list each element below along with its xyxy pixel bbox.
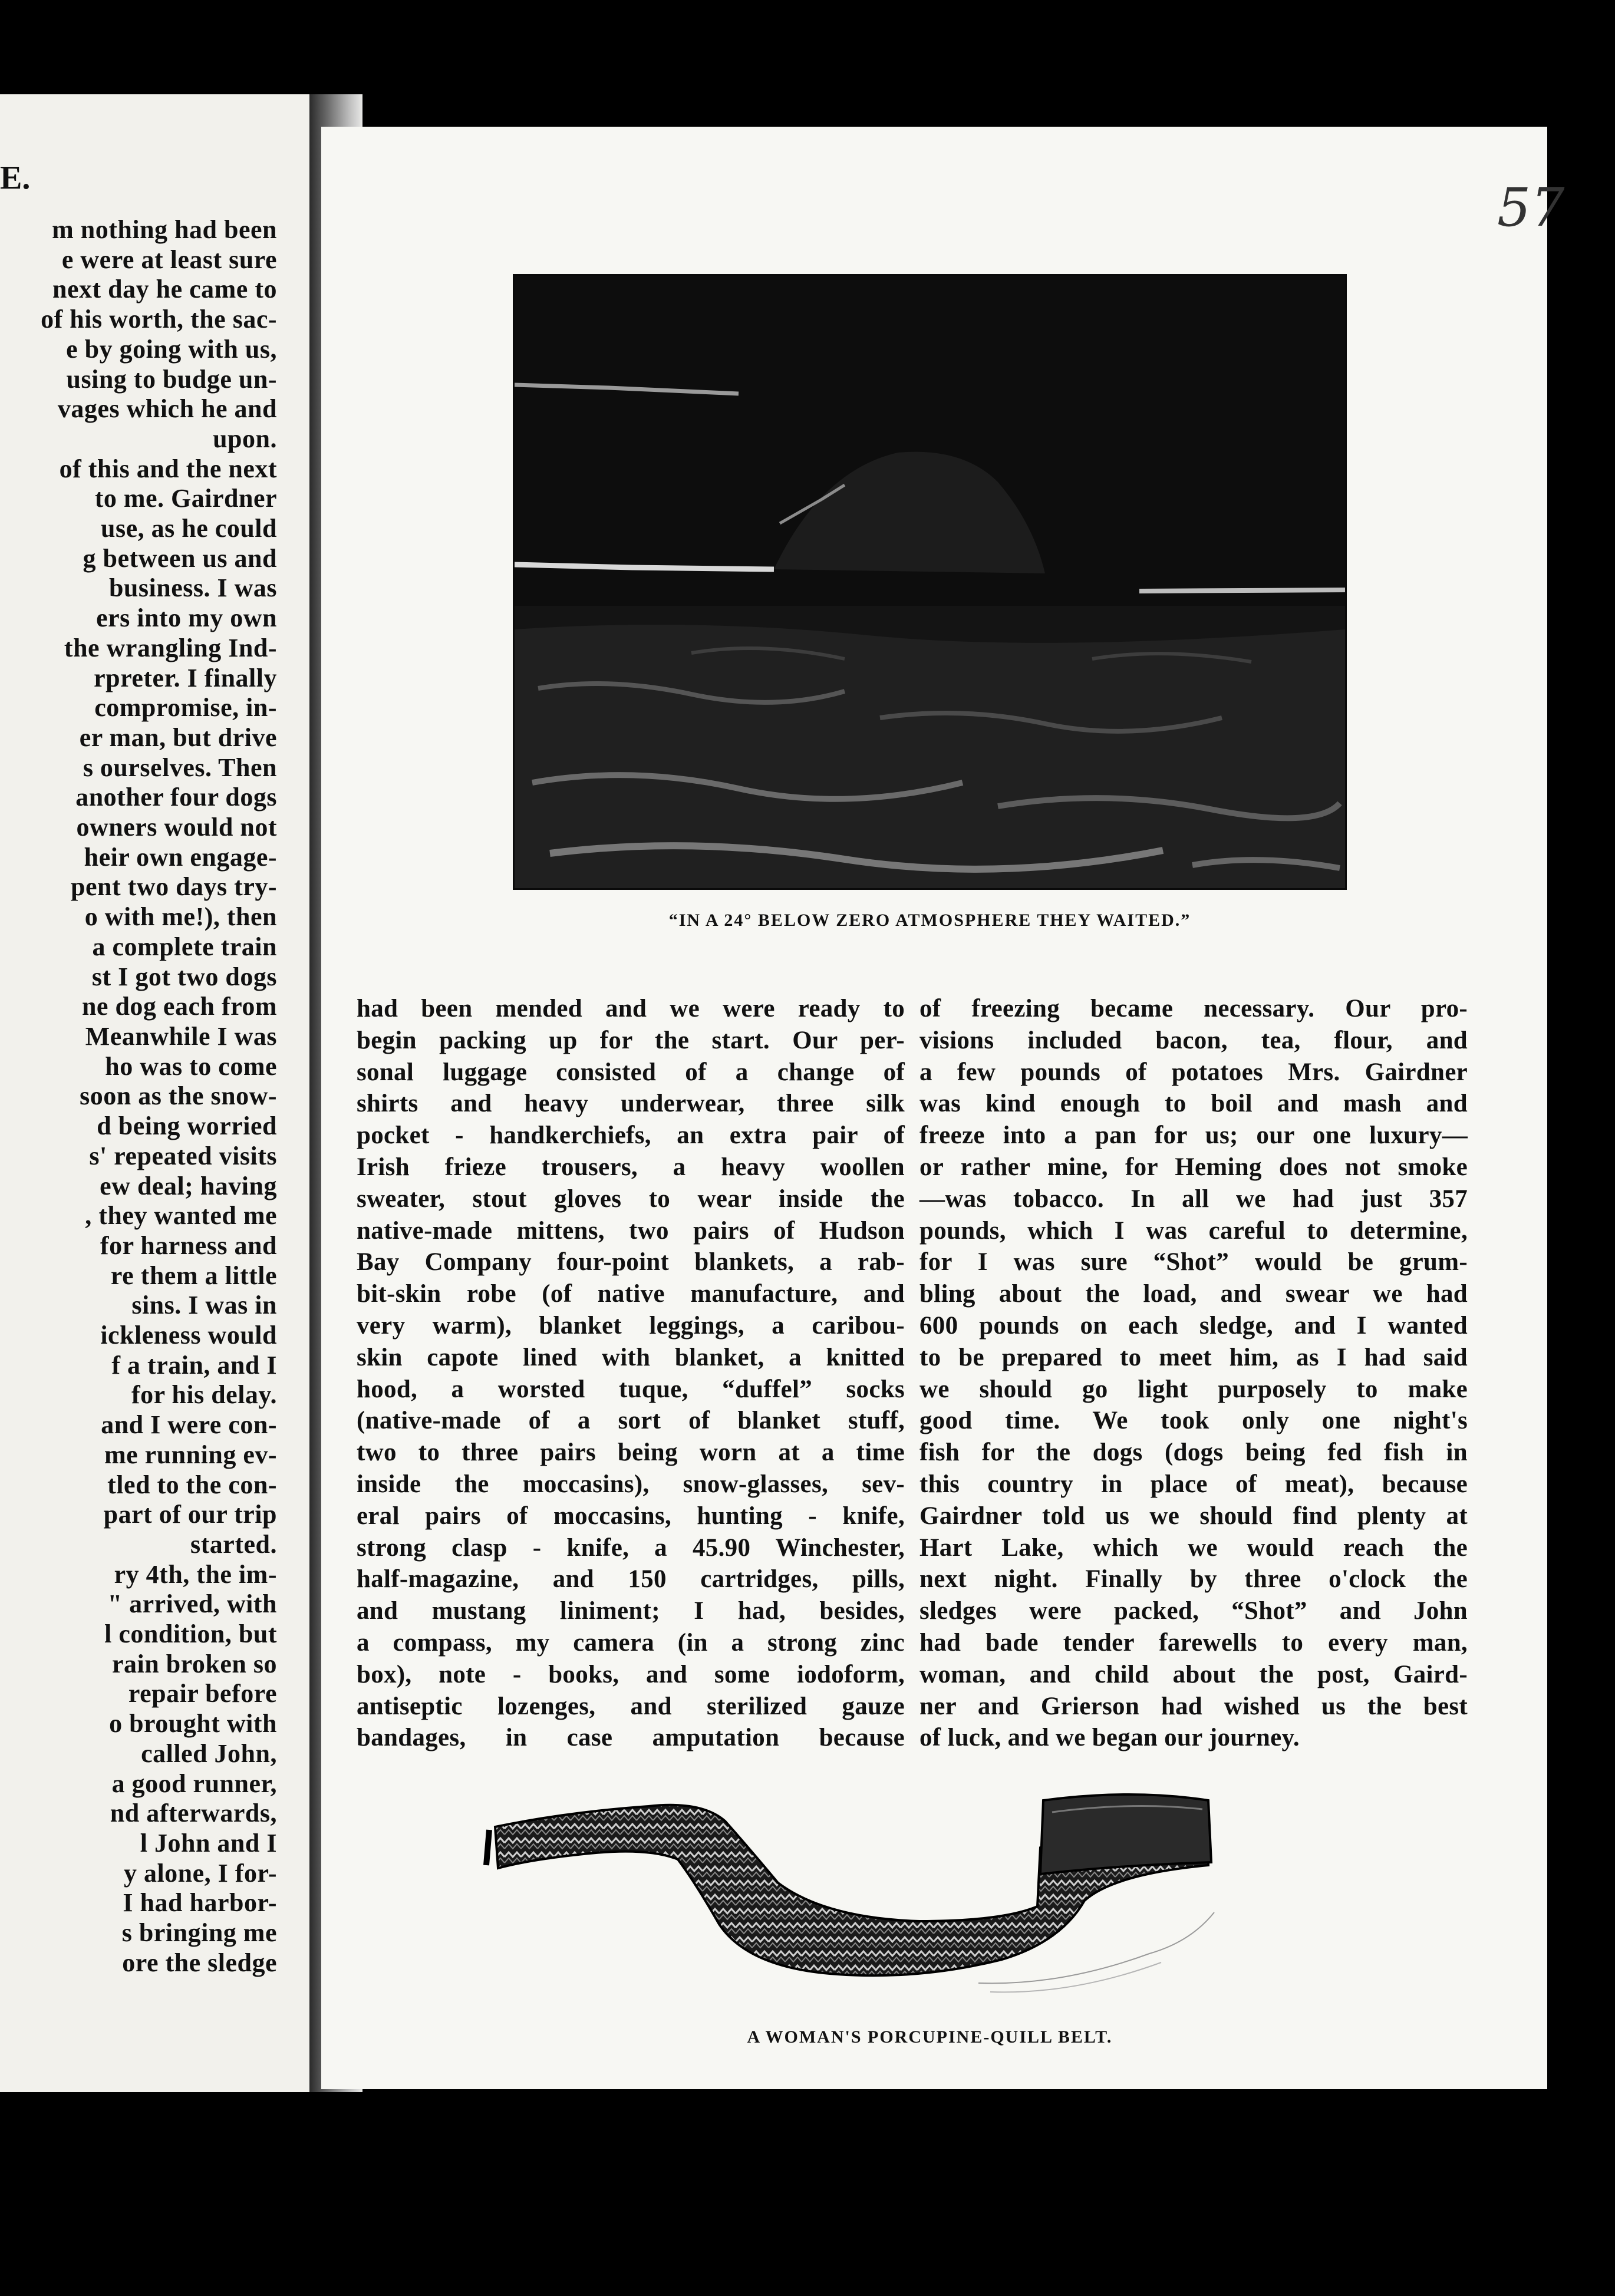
text-line: m nothing had been: [52, 215, 277, 244]
photo-caption: “IN A 24° BELOW ZERO ATMOSPHERE THEY WAITED.”: [668, 911, 1191, 930]
text-line: freeze into a pan for us; our one luxury—: [919, 1121, 1468, 1150]
text-line: strong clasp - knife, a 45.90 Winchester,: [357, 1533, 905, 1562]
text-line: we should go light purposely to make: [919, 1375, 1468, 1403]
text-line: started.: [190, 1529, 277, 1559]
text-line: a compass, my camera (in a strong zinc: [357, 1628, 905, 1657]
text-line: nd afterwards,: [110, 1799, 277, 1828]
text-line: to me. Gairdner: [94, 484, 277, 513]
text-line: e by going with us,: [66, 334, 277, 364]
text-line: bling about the load, and swear we had: [919, 1280, 1468, 1308]
text-line: re them a little: [110, 1261, 277, 1290]
scan-speck: [448, 74, 456, 85]
text-line: pocket - handkerchiefs, an extra pair of: [357, 1121, 905, 1150]
text-line: inside the moccasins), snow-glasses, sev-: [357, 1470, 905, 1498]
text-line: was kind enough to boil and mash and: [919, 1090, 1468, 1118]
text-line: for I was sure “Shot” would be grum-: [919, 1248, 1468, 1276]
text-line: ickleness would: [100, 1321, 277, 1350]
text-line: pent two days try-: [71, 872, 277, 902]
text-line: ner and Grierson had wished us the best: [919, 1692, 1468, 1720]
text-line: owners would not: [76, 813, 277, 842]
text-line: woman, and child about the post, Gaird-: [919, 1660, 1468, 1688]
text-line: a complete train: [92, 932, 277, 961]
text-line: I had harbor-: [123, 1888, 277, 1918]
text-line: —was tobacco. In all we had just 357: [919, 1185, 1468, 1213]
text-line: upon.: [213, 424, 277, 453]
text-column-2: [919, 993, 1468, 1754]
text-line: ho was to come: [105, 1051, 277, 1081]
photo-scene: [515, 276, 1345, 888]
text-line: Meanwhile I was: [85, 1021, 277, 1051]
text-line: ew deal; having: [100, 1171, 277, 1200]
text-line: repair before: [128, 1679, 277, 1708]
text-line: bit-skin robe (of native manufacture, and: [357, 1280, 905, 1308]
text-line: " arrived, with: [107, 1589, 277, 1619]
text-line: vages which he and: [57, 394, 277, 424]
text-line: Irish frieze trousers, a heavy woollen: [357, 1153, 905, 1181]
text-line: a few pounds of potatoes Mrs. Gairdner: [919, 1058, 1468, 1086]
text-line: , they wanted me: [85, 1201, 277, 1231]
belt-caption: A WOMAN'S PORCUPINE-QUILL BELT.: [747, 2027, 1113, 2047]
text-line: Hart Lake, which we would reach the: [919, 1533, 1468, 1562]
text-line: rain broken so: [111, 1649, 277, 1678]
text-line: Bay Company four-point blankets, a rab-: [357, 1248, 905, 1276]
text-line: of his worth, the sac-: [41, 305, 277, 334]
text-line: this country in place of meat), because: [919, 1470, 1468, 1498]
text-line: begin packing up for the start. Our per-: [357, 1026, 905, 1054]
text-line: sins. I was in: [131, 1291, 277, 1320]
text-line: another four dogs: [75, 783, 277, 812]
text-line: e were at least sure: [61, 245, 277, 274]
text-line: f a train, and I: [111, 1350, 277, 1380]
text-line: l John and I: [140, 1828, 277, 1858]
text-line: next night. Finally by three o'clock the: [919, 1565, 1468, 1594]
porcupine-quill-belt-illustration: [472, 1765, 1332, 2013]
text-line: half-magazine, and 150 cartridges, pills,: [357, 1565, 905, 1594]
text-line: of freezing became necessary. Our pro-: [919, 995, 1468, 1022]
text-line: o brought with: [109, 1709, 277, 1739]
text-line: use, as he could: [101, 514, 277, 543]
text-line: called John,: [141, 1739, 277, 1768]
scan-speck: [1450, 88, 1459, 97]
text-line: s' repeated visits: [89, 1141, 277, 1170]
text-line: d being worried: [97, 1111, 277, 1141]
text-line: s bringing me: [121, 1918, 277, 1948]
left-page: [0, 94, 309, 2092]
belt-drawing: [472, 1765, 1332, 2013]
text-line: ne dog each from: [81, 992, 277, 1021]
text-line: er man, but drive: [79, 723, 277, 752]
text-line: fish for the dogs (dogs being fed fish in: [919, 1439, 1468, 1467]
text-line: ers into my own: [96, 603, 277, 633]
text-column-1: [357, 993, 905, 1754]
text-line: visions included bacon, tea, flour, and: [919, 1026, 1468, 1054]
text-line: soon as the snow-: [80, 1081, 277, 1111]
text-line: g between us and: [83, 543, 277, 573]
text-line: ore the sledge: [122, 1948, 277, 1977]
page-number: 57: [1497, 177, 1565, 239]
text-line: 600 pounds on each sledge, and I wanted: [919, 1311, 1468, 1340]
text-line: native-made mittens, two pairs of Hudson: [357, 1216, 905, 1245]
left-page-text: [0, 215, 277, 1978]
text-line: box), note - books, and some iodoform,: [357, 1660, 905, 1688]
text-line: two to three pairs being worn at a time: [357, 1439, 905, 1467]
winter-photograph: [513, 274, 1347, 890]
text-line: Gairdner told us we should find plenty at: [919, 1502, 1468, 1530]
text-line: a good runner,: [111, 1769, 277, 1798]
left-page-header: E.: [0, 160, 31, 196]
text-line: antiseptic lozenges, and sterilized gauze: [357, 1692, 905, 1720]
text-line: using to budge un-: [66, 364, 277, 394]
text-line: and mustang liniment; I had, besides,: [357, 1597, 905, 1625]
text-line: to be prepared to meet him, as I had said: [919, 1343, 1468, 1371]
text-line: or rather mine, for Heming does not smoke: [919, 1153, 1468, 1181]
text-line: heir own engage-: [84, 842, 277, 872]
text-line: y alone, I for-: [123, 1858, 277, 1888]
text-line: bandages, in case amputation because: [357, 1724, 905, 1752]
text-line: sweater, stout gloves to wear inside the: [357, 1185, 905, 1213]
text-line: s ourselves. Then: [83, 753, 277, 782]
text-line: for harness and: [100, 1231, 277, 1260]
text-line: skin capote lined with blanket, a knitted: [357, 1343, 905, 1371]
text-line: shirts and heavy underwear, three silk: [357, 1090, 905, 1118]
text-line: business. I was: [108, 573, 277, 603]
text-line: had bade tender farewells to every man,: [919, 1628, 1468, 1657]
text-line: sledges were packed, “Shot” and John: [919, 1597, 1468, 1625]
text-line: rpreter. I finally: [94, 663, 277, 692]
text-line: o with me!), then: [84, 902, 277, 932]
text-line: part of our trip: [103, 1500, 277, 1529]
text-line: compromise, in-: [94, 693, 277, 723]
text-line: had been mended and we were ready to: [357, 995, 905, 1022]
text-line: next day he came to: [52, 275, 277, 304]
text-line: of this and the next: [59, 454, 277, 483]
text-line: the wrangling Ind-: [64, 633, 277, 662]
text-line: of luck, and we began our journey.: [919, 1724, 1300, 1752]
text-line: for his delay.: [131, 1380, 277, 1410]
text-line: very warm), blanket leggings, a caribou-: [357, 1311, 905, 1340]
text-line: hood, a worsted tuque, “duffel” socks: [357, 1375, 905, 1403]
text-line: and I were con-: [101, 1410, 277, 1440]
text-line: sonal luggage consisted of a change of: [357, 1058, 905, 1086]
text-line: l condition, but: [104, 1619, 277, 1649]
text-line: good time. We took only one night's: [919, 1407, 1468, 1435]
text-line: me running ev-: [104, 1440, 277, 1469]
text-line: tled to the con-: [107, 1470, 277, 1499]
text-line: (native-made of a sort of blanket stuff,: [357, 1407, 905, 1435]
text-line: ry 4th, the im-: [114, 1559, 277, 1589]
text-line: pounds, which I was careful to determine,: [919, 1216, 1468, 1245]
text-line: st I got two dogs: [91, 962, 277, 991]
text-line: eral pairs of moccasins, hunting - knife,: [357, 1502, 905, 1530]
